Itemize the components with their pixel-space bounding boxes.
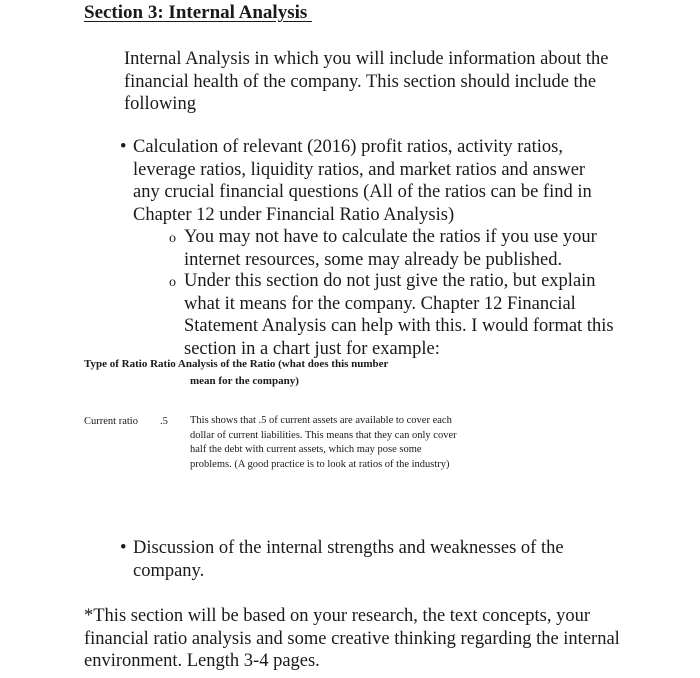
table-cell-ratio-type: Current ratio	[84, 416, 138, 427]
table-cell-ratio-analysis: This shows that .5 of current assets are available to cover each dollar of current liabilities. This means that they can only cover half the debt with current assets, which may pose some problems. (A good practice is to look at ratios of the industry)	[190, 415, 457, 470]
bullet-1-text: Calculation of relevant (2016) profit ratios, activity ratios, leverage ratios, liquidity ratios, and market ratios and answer any crucial financial questions (All of the ratios can be find in Chapter 12 under Financial Ratio Analysis)	[133, 137, 592, 225]
example-table-header: Type of Ratio Ratio Analysis of the Ratio (what does this number	[84, 358, 389, 370]
section-heading: Section 3: Internal Analysis	[84, 2, 313, 23]
bullet-2-marker: •	[120, 538, 127, 558]
sub-bullet-2-text: Under this section do not just give the ratio, but explain what it means for the company. Chapter 12 Financial Statement Analysis can help with this. I would format this section in a chart just for example:	[184, 271, 614, 359]
bullet-2-text: Discussion of the internal strengths and weaknesses of the company.	[133, 538, 564, 581]
sub-bullet-1-marker: o	[169, 231, 176, 246]
sub-bullet-2-marker: o	[169, 275, 176, 290]
closing-paragraph: *This section will be based on your research, the text concepts, your financial ratio analysis and some creative thinking regarding the internal environment. Length 3-4 pages.	[84, 606, 620, 671]
intro-paragraph: Internal Analysis in which you will include information about the financial health of the company. This section should include the following	[124, 49, 609, 114]
bullet-1-marker: •	[120, 137, 127, 157]
example-table-header-cont: mean for the company)	[190, 375, 299, 387]
sub-bullet-1-text: You may not have to calculate the ratios if you use your internet resources, some may already be published.	[184, 227, 597, 270]
table-cell-ratio-value: .5	[160, 416, 168, 427]
